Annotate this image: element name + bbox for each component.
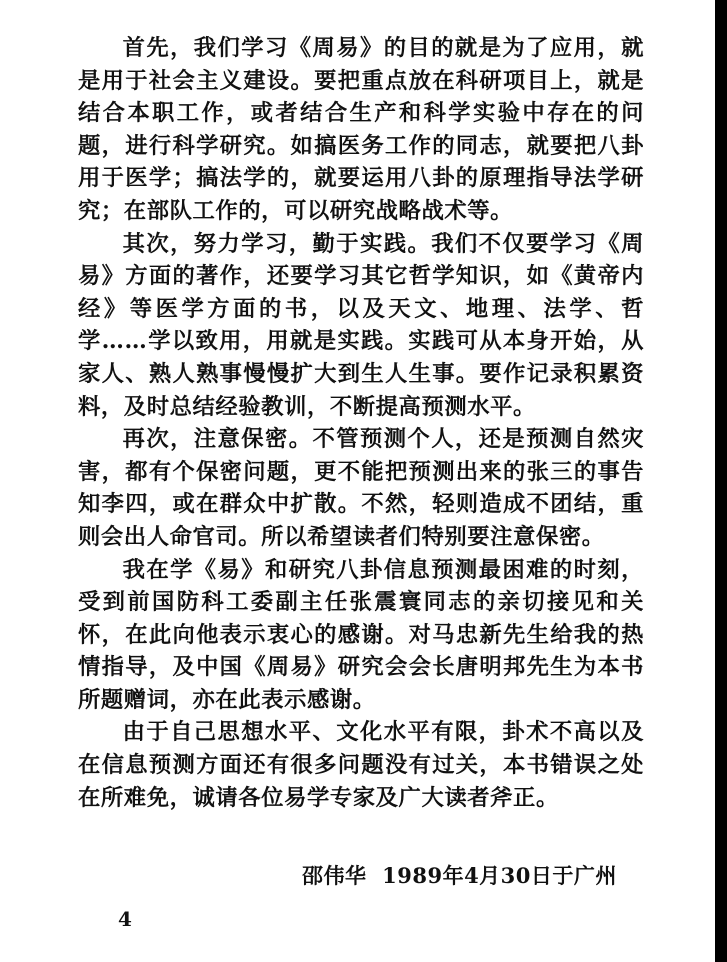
paragraph-acknowledgements: 我在学《易》和研究八卦信息预测最困难的时刻，受到前国防科工委副主任张震寰同志的亲切接见和关怀，在此向他表示衷心的感谢。对马忠新先生给我的热情指导，及中国《周易》研究会会长唐明邦先生为本书所题赠词，亦在此表示感谢。 bbox=[78, 556, 644, 713]
paragraph-confidentiality: 再次，注意保密。不管预测个人，还是预测自然灾害，都有个保密问题，更不能把预测出来的张三的事告知李四，或在群众中扩散。不然，轻则造成不团结，重则会出人命官司。所以希望读者们特别要注意保密。 bbox=[78, 426, 644, 550]
author-signature-line: 邵伟华 1989年4月30日于广州 bbox=[302, 863, 617, 888]
paragraph-study-practice: 其次，努力学习，勤于实践。我们不仅要学习《周易》方面的著作，还要学习其它哲学知识，如《黄帝内经》等医学方面的书，以及天文、地理、法学、哲学……学以致用，用就是实践。实践可从本身开始，从家人、熟人熟事慢慢扩大到生人生事。要作记录积累资料，及时总结经验教训，不断提高预测水平。 bbox=[78, 230, 644, 420]
scan-edge-border bbox=[715, 0, 727, 962]
page-number: 4 bbox=[118, 907, 132, 931]
paragraph-purpose: 首先，我们学习《周易》的目的就是为了应用，就是用于社会主义建设。要把重点放在科研项目上，就是结合本职工作，或者结合生产和科学实验中存在的问题，进行科学研究。如搞医务工作的同志，就要把八卦用于医学；搞法学的，就要运用八卦的原理指导法学研究；在部队工作的，可以研究战略战术等。 bbox=[78, 35, 644, 224]
body-text bbox=[78, 32, 644, 814]
paragraph-closing: 由于自己思想水平、文化水平有限，卦术不高以及在信息预测方面还有很多问题没有过关，本书错误之处在所难免，诚请各位易学专家及广大读者斧正。 bbox=[78, 719, 644, 811]
